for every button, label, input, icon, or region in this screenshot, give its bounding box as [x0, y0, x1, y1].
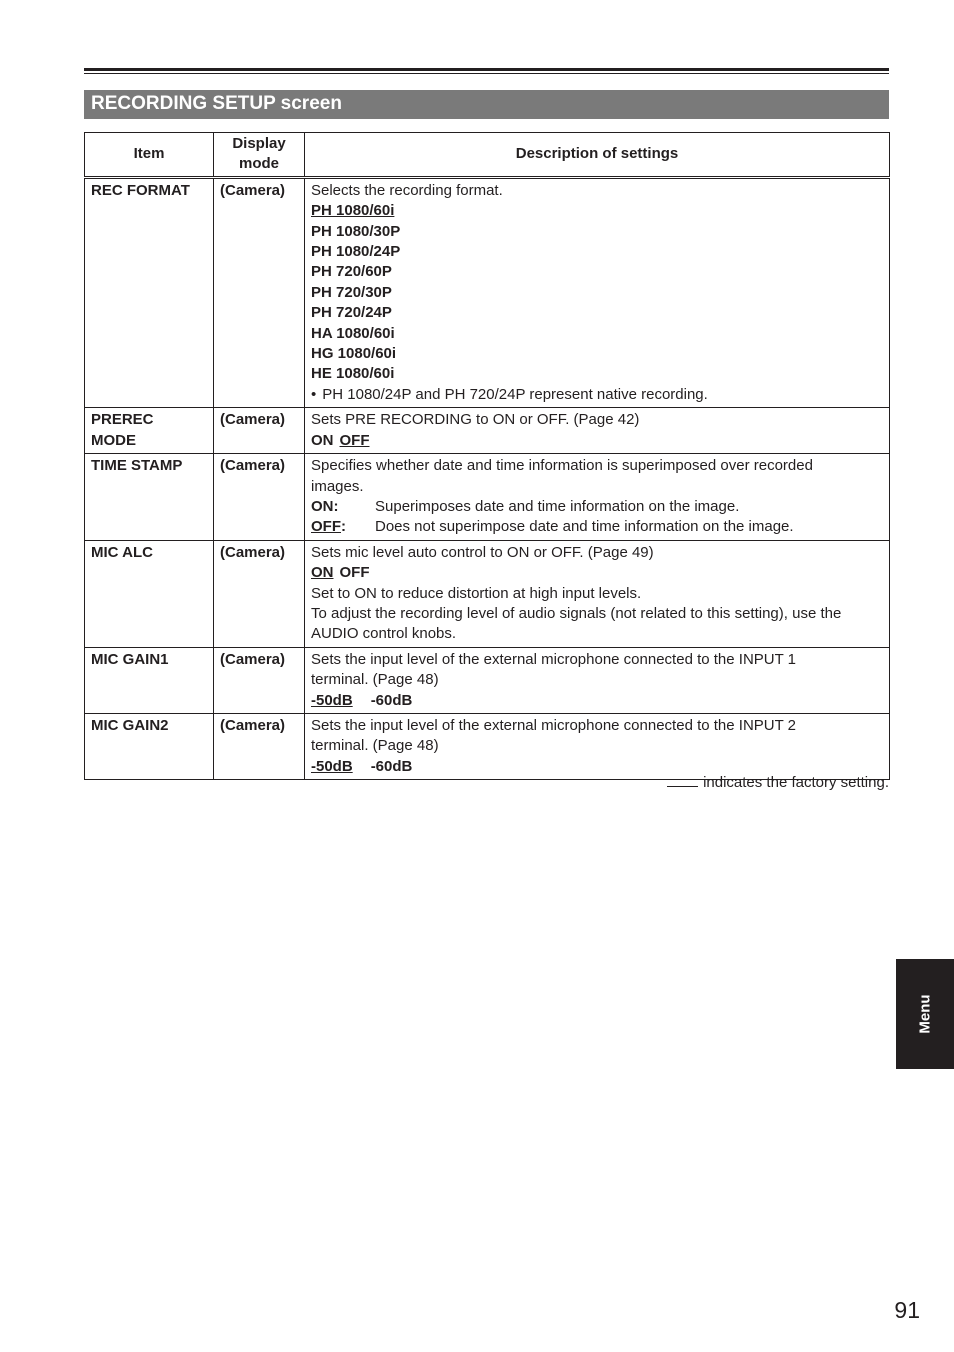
- option: HA 1080/60i: [311, 324, 395, 342]
- option: OFF: [339, 564, 370, 582]
- side-tab-menu: [896, 959, 954, 1069]
- definition-off: [311, 517, 883, 537]
- header-display-mode-line1: Display: [232, 135, 286, 152]
- option: -60dB: [370, 691, 413, 709]
- row-note: • PH 1080/24P and PH 720/24P represent native recording.: [311, 385, 883, 405]
- definition-term-default: OFF: [311, 518, 341, 536]
- row-mode: (Camera): [214, 647, 305, 713]
- underline-legend-mark: [667, 772, 698, 787]
- row-desc-text: Sets the input level of the external microphone connected to the INPUT 2: [311, 716, 797, 734]
- row-item-line2: MODE: [91, 431, 136, 449]
- header-description: Description of settings: [305, 133, 890, 178]
- table-row: [85, 540, 890, 647]
- option: HE 1080/60i: [311, 365, 395, 383]
- row-desc-text: Sets mic level auto control to ON or OFF. (Page 49): [311, 543, 654, 561]
- row-description: [305, 454, 890, 541]
- header-display-mode: [214, 133, 305, 178]
- option: HG 1080/60i: [311, 345, 397, 363]
- options-inline: [311, 691, 883, 711]
- page-number: 91: [894, 1297, 920, 1323]
- row-description: [305, 540, 890, 647]
- options-inline: [311, 563, 883, 583]
- row-desc-text: Sets PRE RECORDING to ON or OFF. (Page 42): [311, 411, 640, 429]
- table-row: [85, 713, 890, 779]
- option: ON: [311, 431, 334, 449]
- header-rule-thin: [84, 73, 889, 74]
- footnote-text: indicates the factory setting.: [703, 774, 889, 791]
- table-row: [85, 647, 890, 713]
- definition-text: Does not superimpose date and time information on the image.: [375, 518, 794, 536]
- factory-setting-footnote: [600, 772, 889, 793]
- option-default: PH 1080/60i: [311, 202, 395, 220]
- table-header-row: [85, 133, 890, 178]
- row-mode: (Camera): [214, 540, 305, 647]
- row-mode: (Camera): [214, 454, 305, 541]
- table-row: [85, 454, 890, 541]
- side-tab-label: Menu: [916, 994, 934, 1034]
- option: PH 720/60P: [311, 263, 392, 281]
- header-display-mode-line2: mode: [238, 155, 279, 173]
- row-desc-text: Specifies whether date and time information is superimposed over recorded: [311, 457, 813, 475]
- section-title: RECORDING SETUP screen: [84, 90, 889, 119]
- row-description: [305, 408, 890, 454]
- option-default: -50dB: [311, 691, 353, 709]
- row-mode: (Camera): [214, 713, 305, 779]
- option: PH 720/30P: [311, 283, 392, 301]
- row-desc-text: Sets the input level of the external microphone connected to the INPUT 1: [311, 650, 797, 668]
- row-item: REC FORMAT: [85, 177, 214, 407]
- row-item: MIC GAIN2: [85, 713, 214, 779]
- row-description: [305, 177, 890, 407]
- row-desc-text: images.: [311, 477, 364, 495]
- table-row: [85, 408, 890, 454]
- option-default: ON: [311, 564, 334, 582]
- row-description: [305, 647, 890, 713]
- option: -60dB: [370, 757, 413, 775]
- row-item: MIC ALC: [85, 540, 214, 647]
- definition-on: [311, 497, 883, 517]
- definition-term: ON:: [311, 497, 339, 515]
- row-item-line1: PREREC: [91, 411, 154, 429]
- row-item: [85, 408, 214, 454]
- row-mode: (Camera): [214, 408, 305, 454]
- header-rule-thick: [84, 68, 889, 71]
- option-default: -50dB: [311, 757, 353, 775]
- definition-term: [311, 517, 375, 537]
- option-default: OFF: [339, 431, 370, 449]
- row-desc-text: terminal. (Page 48): [311, 737, 439, 755]
- row-desc-text: To adjust the recording level of audio signals (not related to this setting), use the: [311, 604, 842, 622]
- header-item: Item: [85, 133, 214, 178]
- settings-table: [84, 132, 890, 780]
- row-desc-text: Selects the recording format.: [311, 181, 503, 199]
- row-desc-text: AUDIO control knobs.: [311, 625, 457, 643]
- option: PH 720/24P: [311, 304, 392, 322]
- row-desc-text: Set to ON to reduce distortion at high input levels.: [311, 584, 642, 602]
- row-item: MIC GAIN1: [85, 647, 214, 713]
- row-item: TIME STAMP: [85, 454, 214, 541]
- definition-text: Superimposes date and time information on the image.: [375, 497, 740, 515]
- options-inline: [311, 431, 883, 451]
- row-desc-text: terminal. (Page 48): [311, 671, 439, 689]
- row-mode: (Camera): [214, 177, 305, 407]
- option: PH 1080/30P: [311, 222, 401, 240]
- table-row: [85, 177, 890, 407]
- option: PH 1080/24P: [311, 243, 401, 261]
- definition-term-colon: :: [341, 518, 346, 536]
- row-description: [305, 713, 890, 779]
